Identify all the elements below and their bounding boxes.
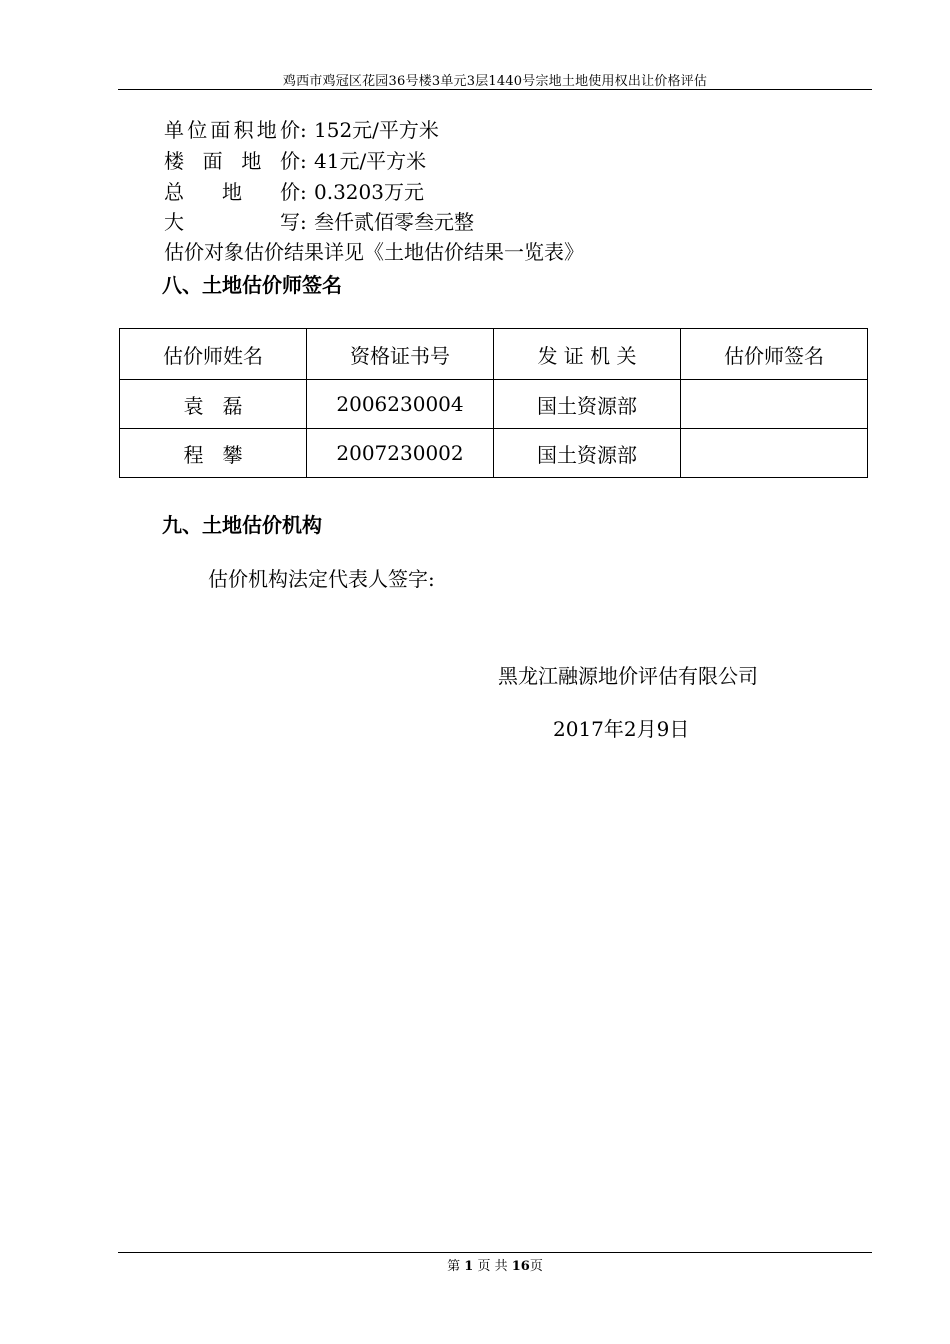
result-key: 楼面地价	[164, 149, 300, 173]
column-header-signature: 估价师签名	[681, 329, 868, 380]
result-value: 叁仟贰佰零叁元整	[314, 210, 474, 234]
appraiser-name-cell: 程 攀	[120, 429, 307, 478]
header-divider	[118, 89, 872, 90]
table-header-row	[120, 329, 868, 380]
legal-representative-signature-label: 估价机构法定代表人签字:	[208, 567, 435, 591]
issuer-cell: 国土资源部	[494, 380, 681, 429]
document-date: 2017年2月9日	[553, 717, 690, 741]
result-value: 41元/平方米	[314, 149, 427, 173]
result-line-unit-price	[164, 117, 439, 143]
signature-cell	[681, 380, 868, 429]
result-separator: :	[300, 180, 307, 204]
column-header-cert: 资格证书号	[307, 329, 494, 380]
total-page-count: 16	[511, 1259, 530, 1274]
section-8-heading: 八、土地估价师签名	[162, 273, 342, 297]
running-header-title: 鸡西市鸡冠区花园36号楼3单元3层1440号宗地土地使用权出让价格评估	[282, 74, 708, 89]
column-header-issuer: 发 证 机 关	[494, 329, 681, 380]
result-separator: :	[300, 118, 307, 142]
cert-number-cell: 2007230002	[307, 429, 494, 478]
footer-divider	[118, 1252, 872, 1253]
page-number-footer	[118, 1255, 872, 1274]
result-line-capital-amount	[164, 209, 474, 235]
appraiser-name-cell: 袁 磊	[120, 380, 307, 429]
issuer-cell: 国土资源部	[494, 429, 681, 478]
table-row	[120, 380, 868, 429]
current-page-number: 1	[464, 1259, 474, 1274]
company-name: 黑龙江融源地价评估有限公司	[498, 664, 758, 688]
section-9-heading: 九、土地估价机构	[162, 513, 322, 537]
footer-prefix: 第	[447, 1259, 461, 1274]
result-separator: :	[300, 210, 307, 234]
result-key: 大写	[164, 210, 300, 234]
result-value: 152元/平方米	[314, 118, 439, 142]
result-value: 0.3203万元	[314, 180, 424, 204]
signature-cell	[681, 429, 868, 478]
appraiser-signature-table	[119, 328, 868, 478]
result-separator: :	[300, 149, 307, 173]
cert-number-cell: 2006230004	[307, 380, 494, 429]
footer-suffix: 页	[529, 1259, 543, 1274]
column-header-name: 估价师姓名	[120, 329, 307, 380]
footer-middle: 页 共	[477, 1259, 508, 1274]
results-note: 估价对象估价结果详见《土地估价结果一览表》	[164, 240, 584, 264]
result-key: 总地价	[164, 180, 300, 204]
result-key: 单位面积地价	[164, 118, 300, 142]
result-line-floor-price	[164, 148, 426, 174]
table-row	[120, 429, 868, 478]
result-line-total-price	[164, 179, 424, 205]
